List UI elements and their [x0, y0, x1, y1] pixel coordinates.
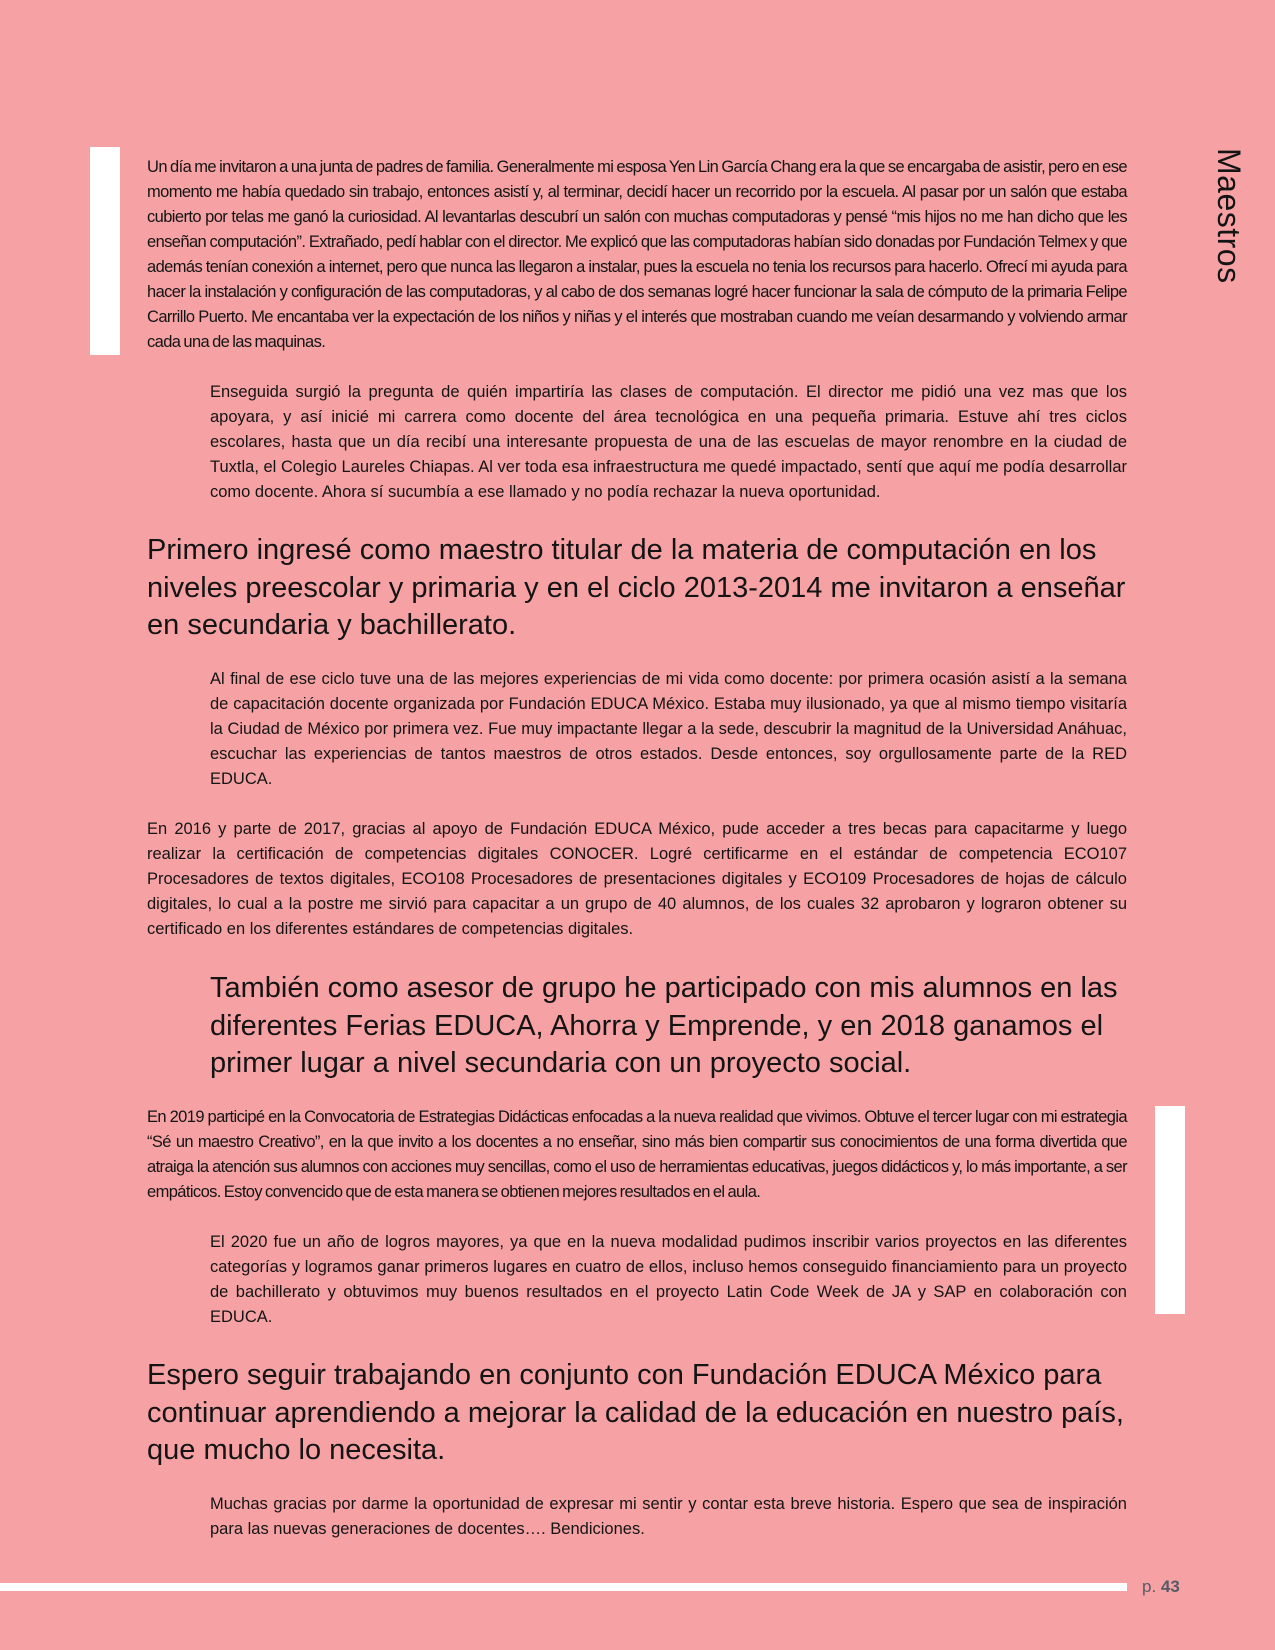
paragraph-teaching-start: Enseguida surgió la pregunta de quién impartiría las clases de computación. El director me pidió una vez mas que los apoyara, y así inicié mi carrera como docente del área tecnológica en una pequeña primaria. Estuve ahí tres ciclos escolares, hasta que un día recibí una interesante propuesta de una de las escuelas de mayor renombre en la ciudad de Tuxtla, el Colegio Laureles Chiapas. Al ver toda esa infraestructura me quedé impactado, sentí que aquí me podía desarrollar como docente. Ahora sí sucumbía a ese llamado y no podía rechazar la nueva oportunidad.	[210, 383, 1127, 501]
page-prefix: p.	[1142, 1577, 1157, 1596]
pull-quote-closing: Espero seguir trabajando en conjunto con Fundación EDUCA México para continuar aprendiendo a mejorar la calidad de la educación en nuestro país, que mucho lo necesita.	[147, 1359, 1124, 1466]
pull-quote-fairs: También como asesor de grupo he participado con mis alumnos en las diferentes Ferias EDUCA, Ahorra y Emprende, y en 2018 ganamos el primer lugar a nivel secundaria con un proyecto social.	[210, 972, 1118, 1079]
paragraph-2019: En 2019 participé en la Convocatoria de Estrategias Didácticas enfocadas a la nueva realidad que vivimos. Obtuve el tercer lugar con mi estrategia “Sé un maestro Creativo”, en la que invito a los docentes a no enseñar, sino más bien compartir sus conocimientos de una forma divertida que atraiga la atención sus alumnos con acciones muy sencillas, como el uso de herramientas educativas, juegos didácticos y, lo más importante, a ser empáticos. Estoy convencido que de esta manera se obtienen mejores resultados en el aula.	[147, 1108, 1127, 1201]
decorative-bar-right	[1155, 1106, 1185, 1314]
page-number	[1142, 1577, 1180, 1597]
paragraph-educa-training: Al final de ese ciclo tuve una de las mejores experiencias de mi vida como docente: por primera ocasión asistí a la semana de capacitación docente organizada por Fundación EDUCA México. Estaba muy ilusionado, ya que al mismo tiempo visitaría la Ciudad de México por primera vez. Fue muy impactante llegar a la sede, descubrir la magnitud de la Universidad Anáhuac, escuchar las experiencias de tantos maestros de otros estados. Desde entonces, soy orgullosamente parte de la RED EDUCA.	[210, 670, 1127, 788]
paragraph-certification: En 2016 y parte de 2017, gracias al apoyo de Fundación EDUCA México, pude acceder a tres becas para capacitarme y luego realizar la certificación de competencias digitales CONOCER. Logré certificarme en el estándar de competencia ECO107 Procesadores de textos digitales, ECO108 Procesadores de presentaciones digitales y ECO109 Procesadores de hojas de cálculo digitales, lo cual a la postre me sirvió para capacitar a un grupo de 40 alumnos, de los cuales 32 aprobaron y lograron obtener su certificado en los diferentes estándares de competencias digitales.	[147, 820, 1127, 938]
paragraph-2020: El 2020 fue un año de logros mayores, ya que en la nueva modalidad pudimos inscribir varios proyectos en las diferentes categorías y logramos ganar primeros lugares en cuatro de ellos, incluso hemos conseguido financiamiento para un proyecto de bachillerato y obtuvimos muy buenos resultados en el proyecto Latin Code Week de JA y SAP en colaboración con EDUCA.	[210, 1233, 1127, 1326]
footer-rule	[0, 1583, 1127, 1591]
decorative-bar-left	[90, 147, 120, 355]
paragraph-thanks: Muchas gracias por darme la oportunidad de expresar mi sentir y contar esta breve historia. Espero que sea de inspiración para las nuevas generaciones de docentes…. Bendiciones.	[210, 1495, 1127, 1538]
paragraph-intro: Un día me invitaron a una junta de padres de familia. Generalmente mi esposa Yen Lin García Chang era la que se encargaba de asistir, pero en ese momento me había quedado sin trabajo, entonces asistí y, al terminar, decidí hacer un recorrido por la escuela. Al pasar por un salón que estaba cubierto por telas me ganó la curiosidad. Al levantarlas descubrí un salón con muchas computadoras y pensé “mis hijos no me han dicho que les enseñan computación”. Extrañado, pedí hablar con el director. Me explicó que las computadoras habían sido donadas por Fundación Telmex y que además tenían conexión a internet, pero que nunca las llegaron a instalar, pues la escuela no tenia los recursos para hacerlo. Ofrecí mi ayuda para hacer la instalación y configuración de las computadoras, y al cabo de dos semanas logré hacer funcionar la sala de cómputo de la primaria Felipe Carrillo Puerto. Me encantaba ver la expectación de los niños y niñas y el interés que mostraban cuando me veían desarmando y volviendo armar cada una de las maquinas.	[147, 158, 1127, 351]
section-label: Maestros	[1211, 148, 1247, 284]
pull-quote-first-job: Primero ingresé como maestro titular de la materia de computación en los niveles preescolar y primaria y en el ciclo 2013-2014 me invitaron a enseñar en secundaria y bachillerato.	[147, 534, 1126, 641]
page-number-value: 43	[1160, 1577, 1180, 1596]
